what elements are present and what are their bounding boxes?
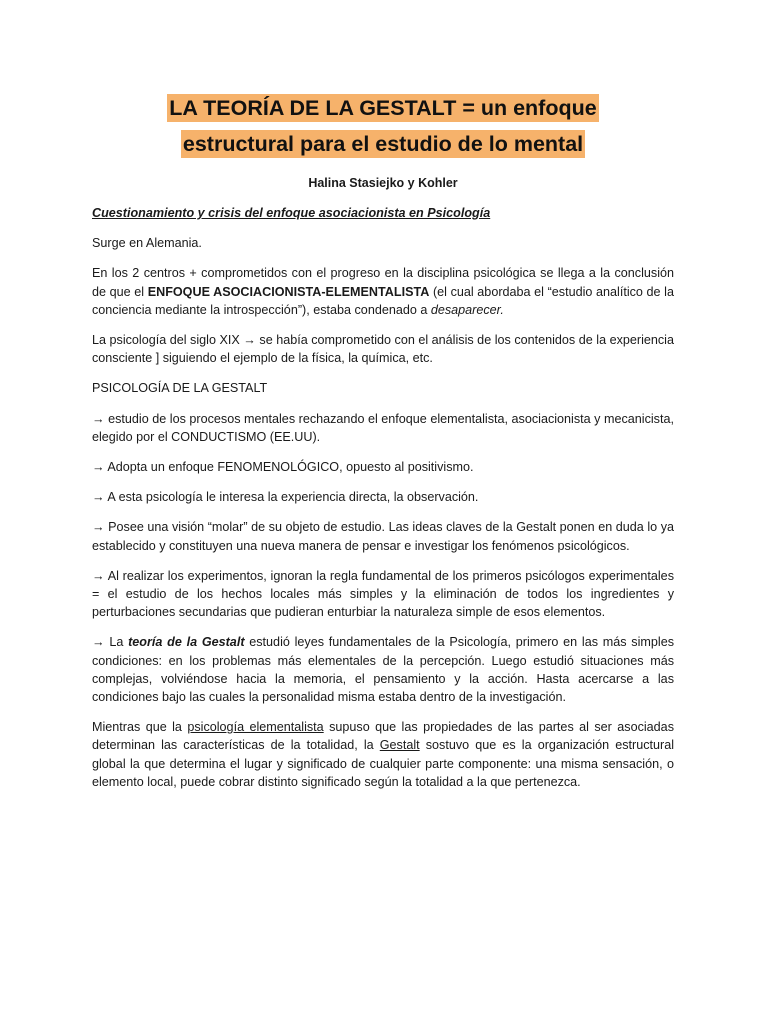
paragraph-10 (92, 633, 674, 706)
paragraph-11-text: Mientras que la (92, 720, 188, 735)
section-heading: Cuestionamiento y crisis del enfoque asociacionista en Psicología (92, 206, 491, 220)
title-line-1: LA TEORÍA DE LA GESTALT = un enfoque (169, 96, 597, 120)
paragraph-11-underline-2: Gestalt (379, 738, 420, 753)
title-line-2: estructural para el estudio de lo mental (182, 132, 584, 156)
paragraph-2-text: En los 2 centros + comprometidos con el progreso en la disciplina psicológica se llega a la conclusión de que el (92, 266, 674, 299)
document-title (92, 88, 674, 160)
paragraph-3: La psicología del siglo XIX → se había comprometido con el análisis de los contenidos de la experiencia consciente ] siguiendo el ejemplo de la física, la química, etc. (92, 333, 674, 366)
paragraph-2 (92, 264, 674, 319)
paragraph-2-text-2: (el cual abordaba el “estudio analítico de la conciencia mediante la introspección”), estaba condenado a (92, 284, 674, 317)
paragraph-4: PSICOLOGÍA DE LA GESTALT (92, 381, 268, 396)
paragraph-8: → Posee una visión “molar” de su objeto de estudio. Las ideas claves de la Gestalt ponen en duda lo ya establecido y constituyen una nueva manera de pensar e investigar los fenómenos psicológicos. (92, 520, 674, 553)
paragraph-10-text: → La (92, 635, 129, 650)
paragraph-11-underline-1: psicología elementalista (187, 720, 324, 735)
paragraph-2-bold: ENFOQUE ASOCIACIONISTA-ELEMENTALISTA (147, 284, 430, 299)
paragraph-11 (92, 718, 674, 791)
paragraph-5: → estudio de los procesos mentales rechazando el enfoque elementalista, asociacionista y mecanicista, elegido por el CONDUCTISMO (EE.UU). (92, 411, 674, 444)
paragraph-1: Surge en Alemania. (92, 236, 202, 251)
paragraph-7: → A esta psicología le interesa la experiencia directa, la observación. (92, 490, 479, 505)
paragraph-10-text-2: estudió leyes fundamentales de la Psicología, primero en las más simples condiciones: en los problemas más elementales de la percepción. Luego estudió situaciones más complejas, volviéndose hacia la memoria, el pensamiento y la acción. Hasta acercarse a las condiciones bajo las cuales la personalidad misma estaba dentro de la investigación. (92, 635, 674, 705)
paragraph-6: → Adopta un enfoque FENOMENOLÓGICO, opuesto al positivismo. (92, 460, 474, 475)
paragraph-9: → Al realizar los experimentos, ignoran la regla fundamental de los primeros psicólogos experimentales = el estudio de los hechos locales más simples y la eliminación de todos los ingredientes y perturbaciones secundarias que pudieran enturbiar la naturaleza simple de esos elementos. (92, 568, 674, 620)
paragraph-2-italic: desaparecer. (430, 302, 504, 317)
paragraph-10-bold-italic: teoría de la Gestalt (128, 635, 245, 650)
document-author: Halina Stasiejko y Kohler (308, 176, 458, 190)
document-body (92, 204, 674, 791)
paragraph-11-text-3: sostuvo que es la organización estructural global la que determina el lugar y significado de cualquier parte componente: una misma sensación, o elemento local, puede cobrar distinto significado según la totalidad a la que pertenezca. (92, 738, 674, 789)
paragraph-11-text-2: supuso que las propiedades de las partes al ser asociadas determinan las características de la totalidad, la (92, 720, 674, 753)
